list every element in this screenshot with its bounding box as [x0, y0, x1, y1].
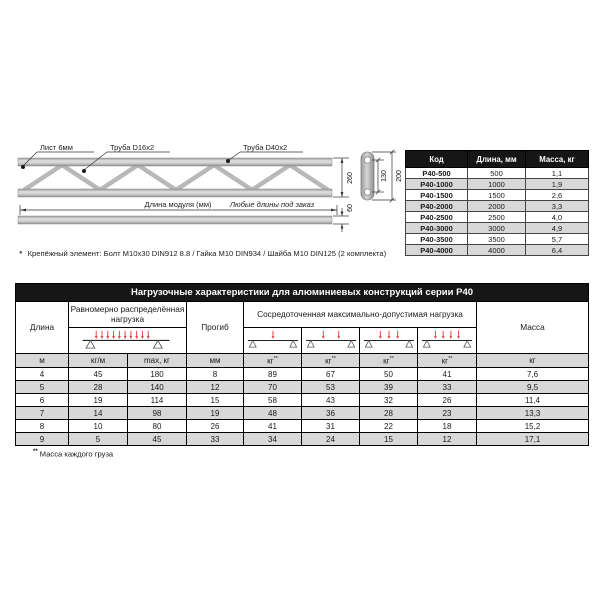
conc4-cell: 23	[418, 407, 477, 420]
col-header-mass: Масса	[477, 302, 589, 354]
spec-row	[406, 201, 589, 212]
unit-conc-3: кг**	[360, 354, 418, 368]
point-load-3-cell	[360, 328, 418, 354]
spec-header-code: Код	[406, 151, 468, 168]
spec-row	[406, 234, 589, 245]
conc3-cell: 22	[360, 420, 418, 433]
spec-mass-cell: 1,9	[526, 179, 589, 190]
spec-row	[406, 223, 589, 234]
dim-module-arrow-right	[331, 209, 337, 212]
truss-drawing-svg	[0, 128, 405, 240]
spec-row	[406, 245, 589, 256]
spec-table	[405, 150, 589, 256]
truss-technical-drawing	[0, 128, 405, 244]
dist-max-cell: 140	[128, 381, 187, 394]
spec-row	[406, 212, 589, 223]
spec-header-length: Длина, мм	[468, 151, 526, 168]
dist-cell: 19	[69, 394, 128, 407]
spec-length-cell: 2500	[468, 212, 526, 223]
end-plate-hole-bottom	[364, 189, 370, 195]
bullet-icon: ●	[19, 250, 23, 256]
conc4-cell: 18	[418, 420, 477, 433]
dim-260-arrow-bottom	[341, 192, 344, 197]
conc2-cell: 24	[302, 433, 360, 446]
spec-length-cell: 4000	[468, 245, 526, 256]
conc3-cell: 50	[360, 368, 418, 381]
spec-row	[406, 168, 589, 179]
mass-cell: 11,4	[477, 394, 589, 407]
conc1-cell: 34	[244, 433, 302, 446]
spec-length-cell: 1500	[468, 190, 526, 201]
fastener-note	[19, 249, 399, 258]
unit-conc-1: кг**	[244, 354, 302, 368]
conc2-cell: 31	[302, 420, 360, 433]
uniform-load-icon	[75, 328, 181, 351]
load-row	[16, 381, 589, 394]
dist-cell: 14	[69, 407, 128, 420]
unit-conc-2: кг**	[302, 354, 360, 368]
conc2-cell: 67	[302, 368, 360, 381]
conc4-cell: 26	[418, 394, 477, 407]
label-sheet: Лист 6мм	[40, 143, 73, 152]
point-load-2-cell	[302, 328, 360, 354]
label-tube-small-dot	[82, 169, 86, 173]
conc3-cell: 32	[360, 394, 418, 407]
conc3-cell: 39	[360, 381, 418, 394]
point-load-1-icon	[246, 328, 300, 351]
col-header-length: Длина	[16, 302, 69, 354]
unit-dist: кг/м	[69, 354, 128, 368]
spec-header-mass: Масса, кг	[526, 151, 589, 168]
load-row	[16, 420, 589, 433]
label-sheet-dot	[21, 165, 25, 169]
point-load-1-cell	[244, 328, 302, 354]
load-row	[16, 368, 589, 381]
spec-length-cell: 3000	[468, 223, 526, 234]
deflection-cell: 15	[187, 394, 244, 407]
load-table-title: Нагрузочные характеристики для алюминиевых конструкций серии P40	[16, 284, 589, 302]
dist-cell: 45	[69, 368, 128, 381]
load-row	[16, 394, 589, 407]
end-plate-hole-top	[364, 157, 370, 163]
label-custom-length: Любые длины под заказ	[229, 200, 315, 209]
unit-dist-max: max, кг	[128, 354, 187, 368]
conc1-cell: 41	[244, 420, 302, 433]
load-row	[16, 433, 589, 446]
col-header-distributed: Равномерно распределённая нагрузка	[69, 302, 187, 328]
dim-module-arrow-left	[20, 209, 26, 212]
length-cell: 4	[16, 368, 69, 381]
length-cell: 5	[16, 381, 69, 394]
spec-mass-cell: 3,3	[526, 201, 589, 212]
dist-max-cell: 98	[128, 407, 187, 420]
spec-code-cell: P40-1500	[406, 190, 468, 201]
load-table-header-row	[16, 302, 589, 328]
point-load-2-icon	[304, 328, 358, 351]
spec-mass-cell: 4,0	[526, 212, 589, 223]
truss-diagonals	[24, 165, 328, 190]
col-header-concentrated: Сосредоточенная максимально-допустимая нагрузка	[244, 302, 477, 328]
point-load-3-icon	[362, 328, 416, 351]
spec-length-cell: 3500	[468, 234, 526, 245]
label-module-length: Длина модуля (мм)	[144, 200, 212, 209]
dist-cell: 28	[69, 381, 128, 394]
mass-cell: 7,6	[477, 368, 589, 381]
dim-130-text: 130	[381, 170, 388, 182]
fastener-note-text: Крепёжный элемент: Болт M10x30 DIN912 8.8 / Гайка M10 DIN934 / Шайба M10 DIN125 (2 комплекта)	[27, 249, 387, 258]
deflection-cell: 8	[187, 368, 244, 381]
spec-header-row	[406, 151, 589, 168]
length-cell: 6	[16, 394, 69, 407]
length-cell: 9	[16, 433, 69, 446]
spec-code-cell: P40-2500	[406, 212, 468, 223]
mass-cell: 15,2	[477, 420, 589, 433]
spec-length-cell: 2000	[468, 201, 526, 212]
spec-code-cell: P40-4000	[406, 245, 468, 256]
bottom-tube	[18, 216, 332, 224]
col-header-deflection: Прогиб	[187, 302, 244, 354]
deflection-cell: 33	[187, 433, 244, 446]
unit-conc-4: кг**	[418, 354, 477, 368]
footnote-text: Масса каждого груза	[39, 449, 114, 459]
unit-deflection: мм	[187, 354, 244, 368]
conc4-cell: 41	[418, 368, 477, 381]
dist-max-cell: 180	[128, 368, 187, 381]
dim-200-text: 200	[396, 170, 403, 182]
mass-cell: 17,1	[477, 433, 589, 446]
spec-row	[406, 190, 589, 201]
deflection-cell: 26	[187, 420, 244, 433]
load-table-title-row	[16, 284, 589, 302]
load-row	[16, 407, 589, 420]
dist-cell: 10	[69, 420, 128, 433]
length-cell: 8	[16, 420, 69, 433]
mass-cell: 13,3	[477, 407, 589, 420]
spec-length-cell: 500	[468, 168, 526, 179]
spec-mass-cell: 1,1	[526, 168, 589, 179]
dim-60-text: 60	[347, 204, 354, 212]
footnote-marker: **	[33, 449, 38, 455]
label-tube-big-dot	[226, 159, 230, 163]
spec-mass-cell: 6,4	[526, 245, 589, 256]
conc1-cell: 89	[244, 368, 302, 381]
spec-length-cell: 1000	[468, 179, 526, 190]
spec-mass-cell: 2,6	[526, 190, 589, 201]
dist-max-cell: 114	[128, 394, 187, 407]
spec-mass-cell: 4,9	[526, 223, 589, 234]
label-tube-big: Труба D40x2	[243, 143, 288, 152]
unit-length: м	[16, 354, 69, 368]
conc2-cell: 36	[302, 407, 360, 420]
spec-code-cell: P40-500	[406, 168, 468, 179]
dim-260-arrow-top	[341, 158, 344, 163]
label-tube-small: Труба D16x2	[110, 143, 155, 152]
spec-code-cell: P40-3500	[406, 234, 468, 245]
uniform-load-diagram-cell	[69, 328, 187, 354]
spec-code-cell: P40-3000	[406, 223, 468, 234]
conc1-cell: 48	[244, 407, 302, 420]
unit-mass: кг	[477, 354, 589, 368]
spec-code-cell: P40-1000	[406, 179, 468, 190]
conc3-cell: 15	[360, 433, 418, 446]
mass-cell: 9,5	[477, 381, 589, 394]
load-units-row	[16, 354, 589, 368]
deflection-cell: 12	[187, 381, 244, 394]
dist-max-cell: 45	[128, 433, 187, 446]
conc1-cell: 58	[244, 394, 302, 407]
dim-260-text: 260	[347, 172, 354, 184]
conc3-cell: 28	[360, 407, 418, 420]
spec-row	[406, 179, 589, 190]
deflection-cell: 19	[187, 407, 244, 420]
spec-code-cell: P40-2000	[406, 201, 468, 212]
load-table-footnote	[33, 449, 113, 459]
conc1-cell: 70	[244, 381, 302, 394]
truss-bottom-chord	[18, 189, 332, 197]
conc4-cell: 33	[418, 381, 477, 394]
truss-top-chord	[18, 158, 332, 166]
point-load-4-cell	[418, 328, 477, 354]
conc4-cell: 12	[418, 433, 477, 446]
dim-60-arrow-top	[341, 212, 344, 217]
dim-60-arrow-bottom	[341, 224, 344, 229]
dist-max-cell: 80	[128, 420, 187, 433]
point-load-4-icon	[420, 328, 474, 351]
conc2-cell: 53	[302, 381, 360, 394]
spec-mass-cell: 5,7	[526, 234, 589, 245]
length-cell: 7	[16, 407, 69, 420]
dist-cell: 5	[69, 433, 128, 446]
load-table	[15, 283, 589, 446]
conc2-cell: 43	[302, 394, 360, 407]
